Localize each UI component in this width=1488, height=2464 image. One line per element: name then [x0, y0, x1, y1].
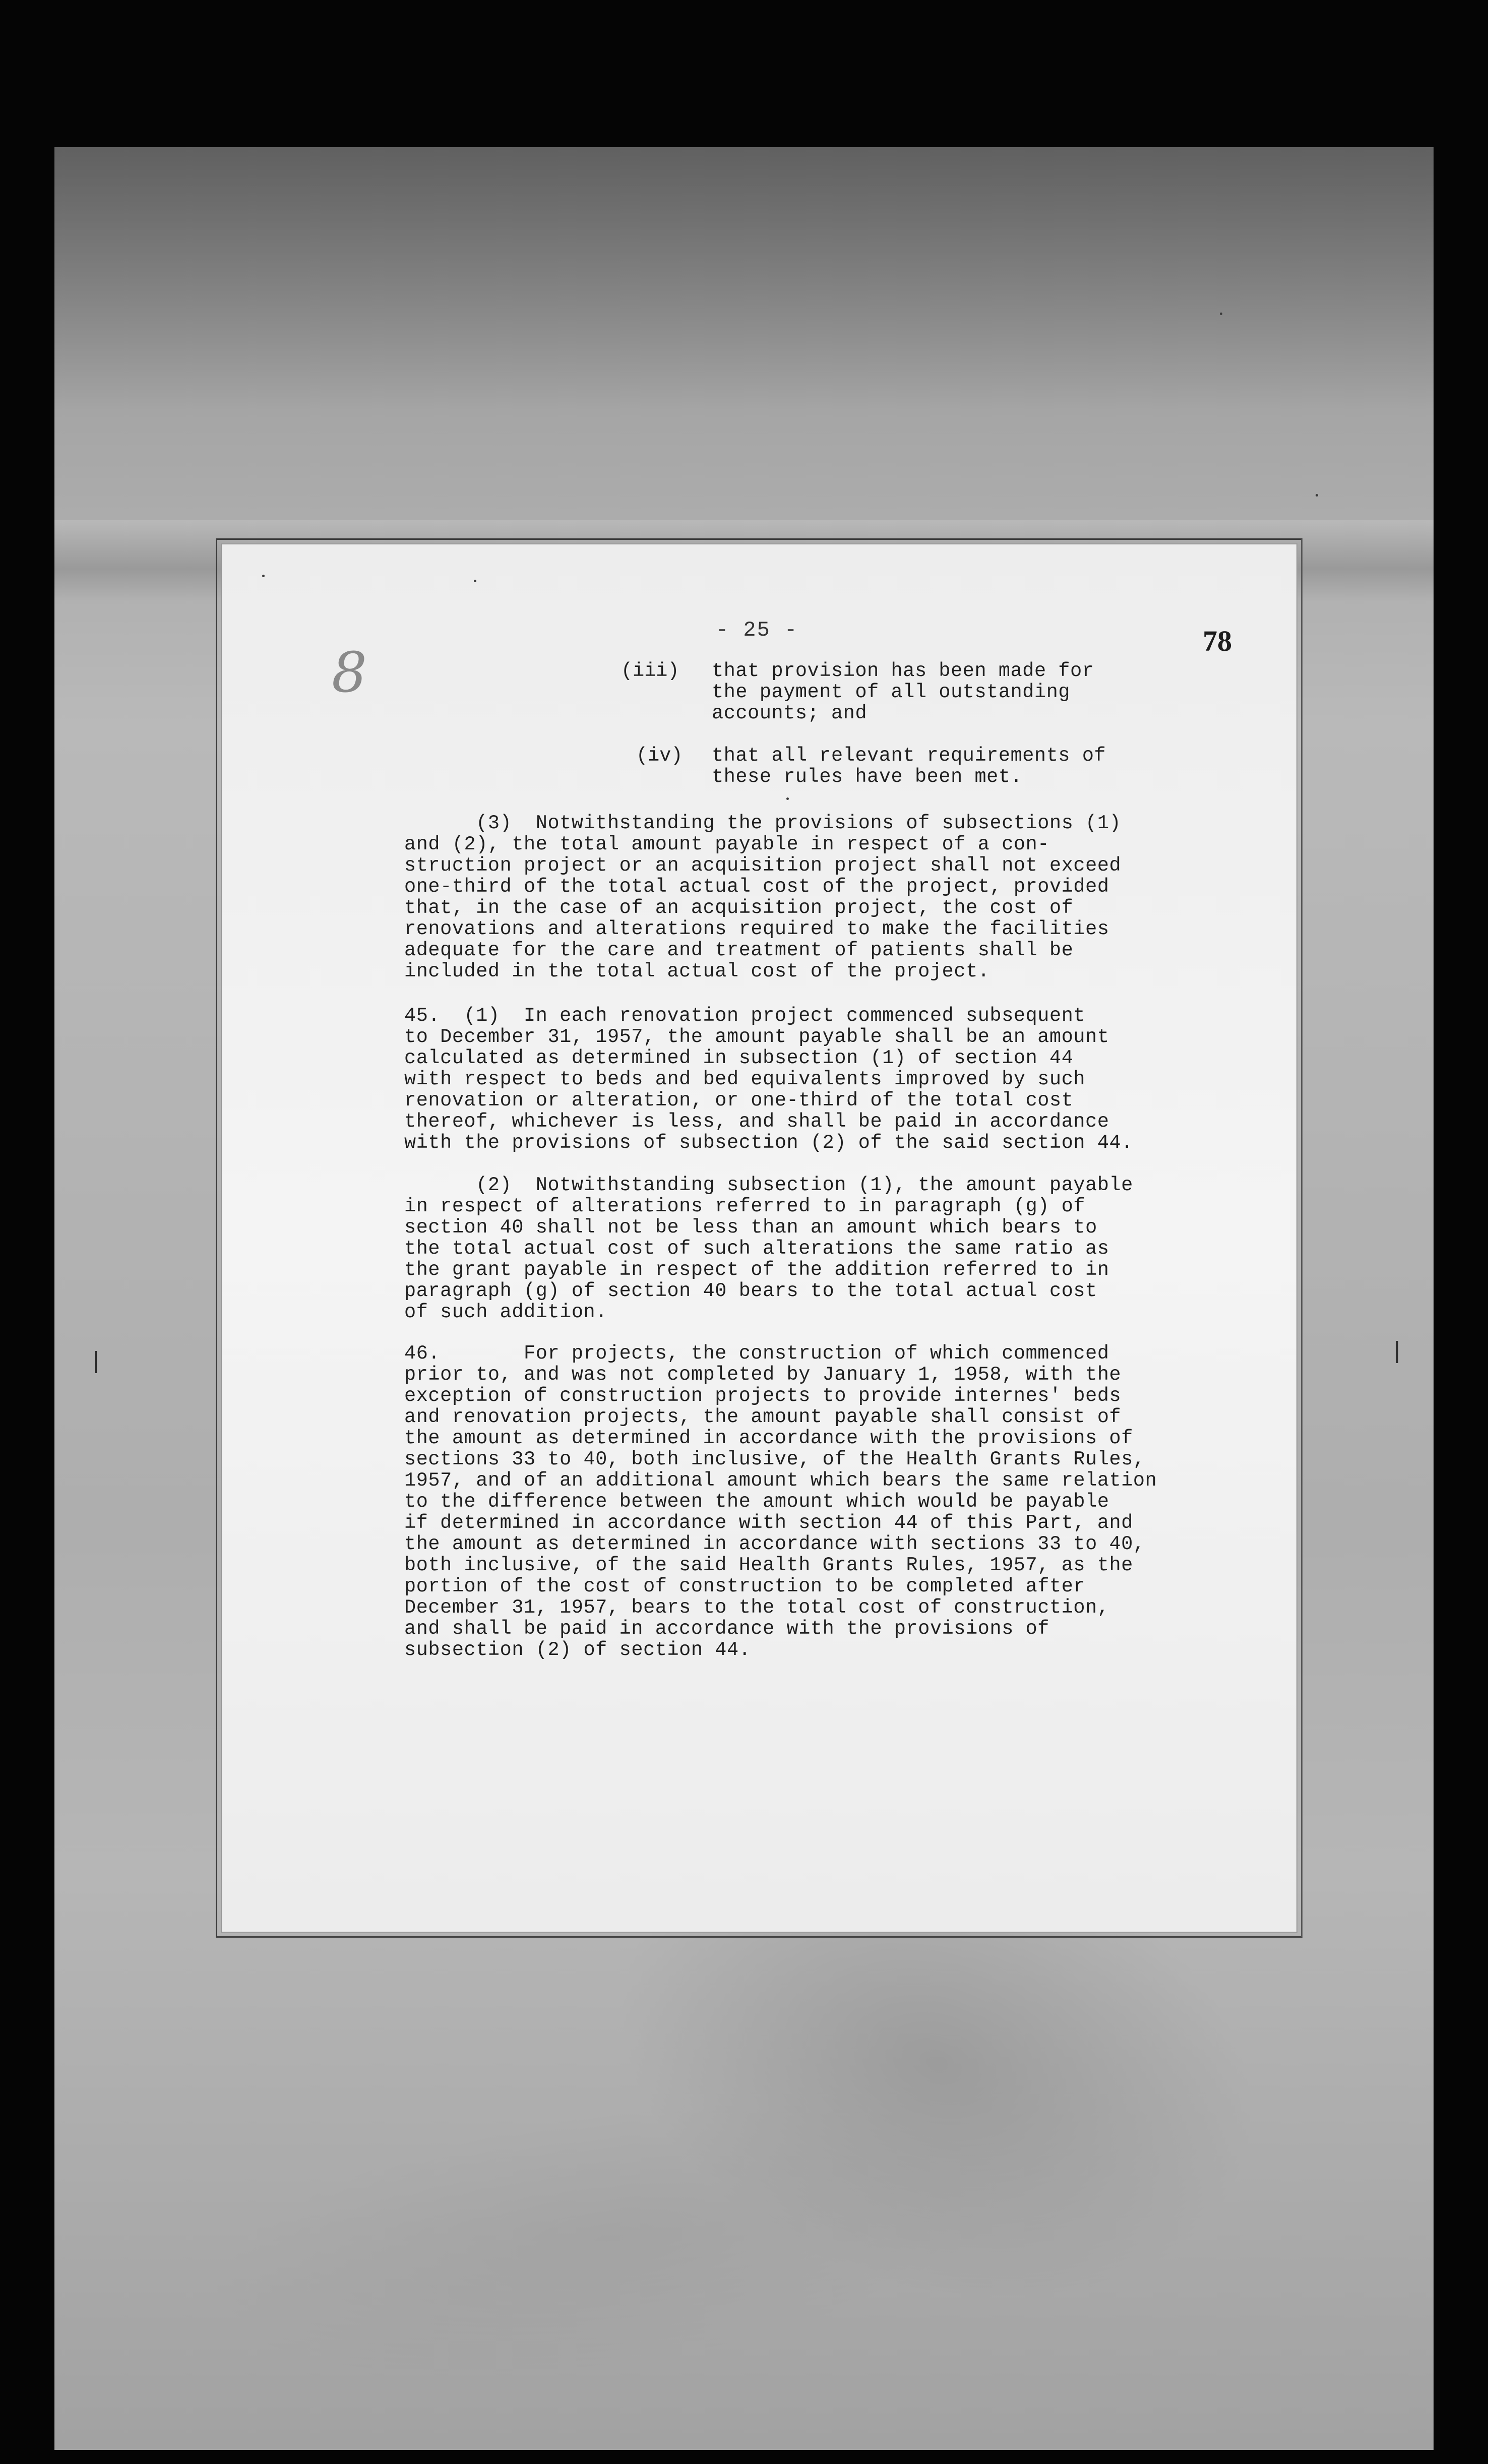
paragraph-44-3: (3) Notwithstanding the provisions of subsections (1) and (2), the total amount payable in respect of a con- struction project or an acquisition project shall not exceed one-third of the total actual cost of the project, provided that, in the case of an acquisition project, the cost of renovations and alterations required to make the facilities adequate for the care and treatment of patients shall be included in the total actual cost of the project.: [404, 812, 1122, 982]
film-speck: [262, 575, 265, 577]
item-iv-text: that all relevant requirements of these rules have been met.: [712, 745, 1106, 788]
film-speck: [1220, 313, 1222, 315]
paragraph-46: 46. For projects, the construction of which commenced prior to, and was not completed by January 1, 1958, with the exception of construction projects to provide internes' beds and renovation projects, the amount payable shall consist of the amount as determined in accordance with the provisions of sections 33 to 40, both inclusive, of the Health Grants Rules, 1957, and of an additional amount which bears the same relation to the difference between the amount which would be payable if determined in accordance with section 44 of this Part, and the amount as determined in accordance with sections 33 to 40, both inclusive, of the said Health Grants Rules, 1957, as the portion of the cost of construction to be completed after December 31, 1957, bears to the total cost of construction, and shall be paid in accordance with the provisions of subsection (2) of section 44.: [404, 1342, 1157, 1661]
top-shading: [54, 147, 1434, 409]
item-iii-label: (iii): [621, 660, 679, 682]
edge-mark: [95, 1351, 97, 1373]
film-speck: [474, 580, 476, 582]
film-streak: [192, 2058, 1026, 2420]
film-speck: [1316, 494, 1318, 497]
paragraph-45-2: (2) Notwithstanding subsection (1), the amount payable in respect of alterations referred to in paragraph (g) of section 40 shall not be less than an amount which bears to the total actual cost of such alterations the same ratio as the grant payable in respect of the addition referred to in paragraph (g) of section 40 bears to the total actual cost of such addition.: [404, 1174, 1133, 1323]
page-number: - 25 -: [716, 618, 798, 642]
film-speck: [786, 797, 789, 800]
folio-number: 78: [1203, 625, 1232, 657]
edge-mark: [1396, 1341, 1398, 1363]
handwritten-mark: 8: [332, 640, 367, 705]
item-iii-text: that provision has been made for the payment of all outstanding accounts; and: [712, 660, 1094, 724]
item-iv-label: (iv): [636, 745, 683, 767]
paragraph-45-1: 45. (1) In each renovation project commenced subsequent to December 31, 1957, the amount payable shall be an amount calculated as determined in subsection (1) of section 44 with respect to beds and bed equivalents improved by such renovation or alteration, or one-third of the total cost thereof, whichever is less, and shall be paid in accordance with the provisions of subsection (2) of the said section 44.: [404, 1005, 1133, 1154]
